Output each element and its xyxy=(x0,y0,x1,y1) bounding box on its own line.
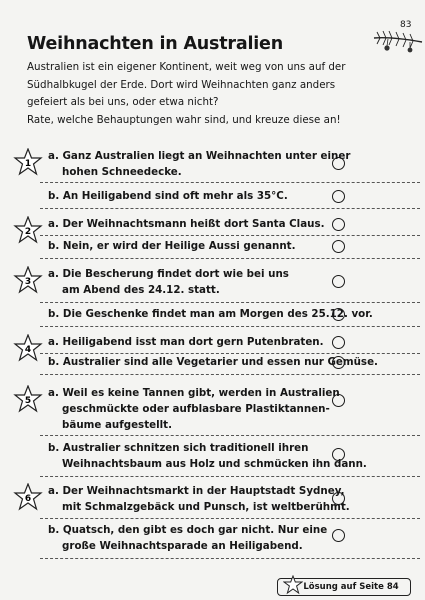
question-number: 3 xyxy=(24,277,32,287)
option-text: Quatsch, den gibt es doch gar nicht. Nur eine xyxy=(62,524,328,536)
answer-circle[interactable] xyxy=(332,157,345,170)
option-letter: b. xyxy=(48,442,60,454)
option-letter: a. xyxy=(48,268,59,280)
option-text: Ganz Australien liegt an Weihnachten unter einer xyxy=(62,150,351,162)
answer-circle[interactable] xyxy=(332,190,345,203)
divider xyxy=(40,258,420,259)
option-text: bäume aufgestellt. xyxy=(62,419,172,431)
question-number: 6 xyxy=(24,494,32,504)
divider xyxy=(40,518,420,519)
option-text: mit Schmalzgebäck und Punsch, ist weltberühmt. xyxy=(62,501,350,513)
option-text: Die Geschenke findet man am Morgen des 25.12. vor. xyxy=(62,308,373,320)
divider xyxy=(40,435,420,436)
answer-circle[interactable] xyxy=(332,336,345,349)
option-letter: b. xyxy=(48,240,60,252)
option-letter: a. xyxy=(48,485,59,497)
option-letter: a. xyxy=(48,336,59,348)
divider xyxy=(40,182,420,183)
option-line xyxy=(48,148,351,164)
option-letter: b. xyxy=(48,524,60,536)
option-line xyxy=(48,164,338,180)
option-text: geschmückte oder aufblasbare Plastiktannen- xyxy=(62,403,330,415)
option-text: Die Bescherung findet dort wie bei uns xyxy=(62,268,289,280)
answer-circle[interactable] xyxy=(332,492,345,505)
option-line xyxy=(48,401,338,417)
option-letter: b. xyxy=(48,190,60,202)
divider xyxy=(40,208,420,209)
option-text: am Abend des 24.12. statt. xyxy=(62,284,220,296)
option-text: große Weihnachtsparade an Heiligabend. xyxy=(62,540,303,552)
answer-circle[interactable] xyxy=(332,529,345,542)
option-letter: a. xyxy=(48,150,59,162)
option-line xyxy=(48,483,345,499)
intro-line: gefeiert als bei uns, oder etwa nicht? xyxy=(27,96,219,109)
solution-label: Lösung auf Seite 84 xyxy=(303,582,399,592)
option-line xyxy=(48,282,338,298)
option-text: Weihnachtsbaum aus Holz und schmücken ihn dann. xyxy=(62,458,367,470)
option-line xyxy=(48,522,338,538)
intro-line: Australien ist ein eigener Kontinent, weit weg von uns auf der xyxy=(27,61,346,73)
answer-circle[interactable] xyxy=(332,240,345,253)
option-line xyxy=(48,499,350,515)
option-text: Heiligabend isst man dort gern Putenbraten. xyxy=(62,336,324,348)
option-line xyxy=(48,238,338,254)
pine-branch-icon xyxy=(372,26,424,54)
option-letter: a. xyxy=(48,387,59,399)
option-line xyxy=(48,538,338,554)
option-line xyxy=(48,354,378,370)
star-icon xyxy=(13,266,43,294)
question-number: 2 xyxy=(24,227,32,237)
divider xyxy=(40,476,420,477)
option-text: Australier sind alle Vegetarier und essen nur Gemüse. xyxy=(62,356,378,368)
option-line xyxy=(48,306,373,322)
intro-line: Südhalbkugel der Erde. Dort wird Weihnachten ganz anders xyxy=(27,78,336,91)
answer-circle[interactable] xyxy=(332,275,345,288)
divider xyxy=(40,302,420,303)
page-number: 83 xyxy=(400,20,412,30)
page-title: Weihnachten in Australien xyxy=(27,34,283,54)
option-text: hohen Schneedecke. xyxy=(62,166,182,178)
option-line xyxy=(48,417,338,433)
option-letter: b. xyxy=(48,356,60,368)
option-line xyxy=(48,456,367,472)
question-number: 5 xyxy=(24,396,32,406)
answer-circle[interactable] xyxy=(332,394,345,407)
star-icon xyxy=(283,575,303,595)
question-number: 4 xyxy=(24,345,32,355)
answer-circle[interactable] xyxy=(332,448,345,461)
star-icon xyxy=(13,483,43,511)
option-text: Nein, er wird der Heilige Aussi genannt. xyxy=(62,240,296,252)
answer-circle[interactable] xyxy=(332,308,345,321)
intro-line: Rate, welche Behauptungen wahr sind, und kreuze diese an! xyxy=(27,113,341,126)
option-line xyxy=(48,440,338,456)
option-letter: b. xyxy=(48,308,60,320)
star-icon xyxy=(13,216,43,244)
option-text: Der Weihnachtsmarkt in der Hauptstadt Sydney, xyxy=(62,485,345,497)
option-line xyxy=(48,266,338,282)
star-icon xyxy=(13,385,43,413)
star-icon xyxy=(13,148,43,176)
option-text: Weil es keine Tannen gibt, werden in Australien xyxy=(62,387,340,399)
divider xyxy=(40,235,420,236)
option-line xyxy=(48,385,338,401)
answer-circle[interactable] xyxy=(332,356,345,369)
option-line xyxy=(48,334,338,350)
option-letter: a. xyxy=(48,218,59,230)
question-number: 1 xyxy=(24,159,32,169)
divider xyxy=(40,326,420,327)
option-line xyxy=(48,216,338,232)
option-text: Der Weihnachtsmann heißt dort Santa Claus. xyxy=(62,218,325,230)
intro-text xyxy=(27,59,407,129)
divider xyxy=(40,374,420,375)
option-text: An Heiligabend sind oft mehr als 35°C. xyxy=(62,190,288,202)
star-icon xyxy=(13,334,43,362)
divider xyxy=(40,558,420,559)
option-text: Australier schnitzen sich traditionell ihren xyxy=(62,442,309,454)
answer-circle[interactable] xyxy=(332,218,345,231)
option-line xyxy=(48,188,338,204)
